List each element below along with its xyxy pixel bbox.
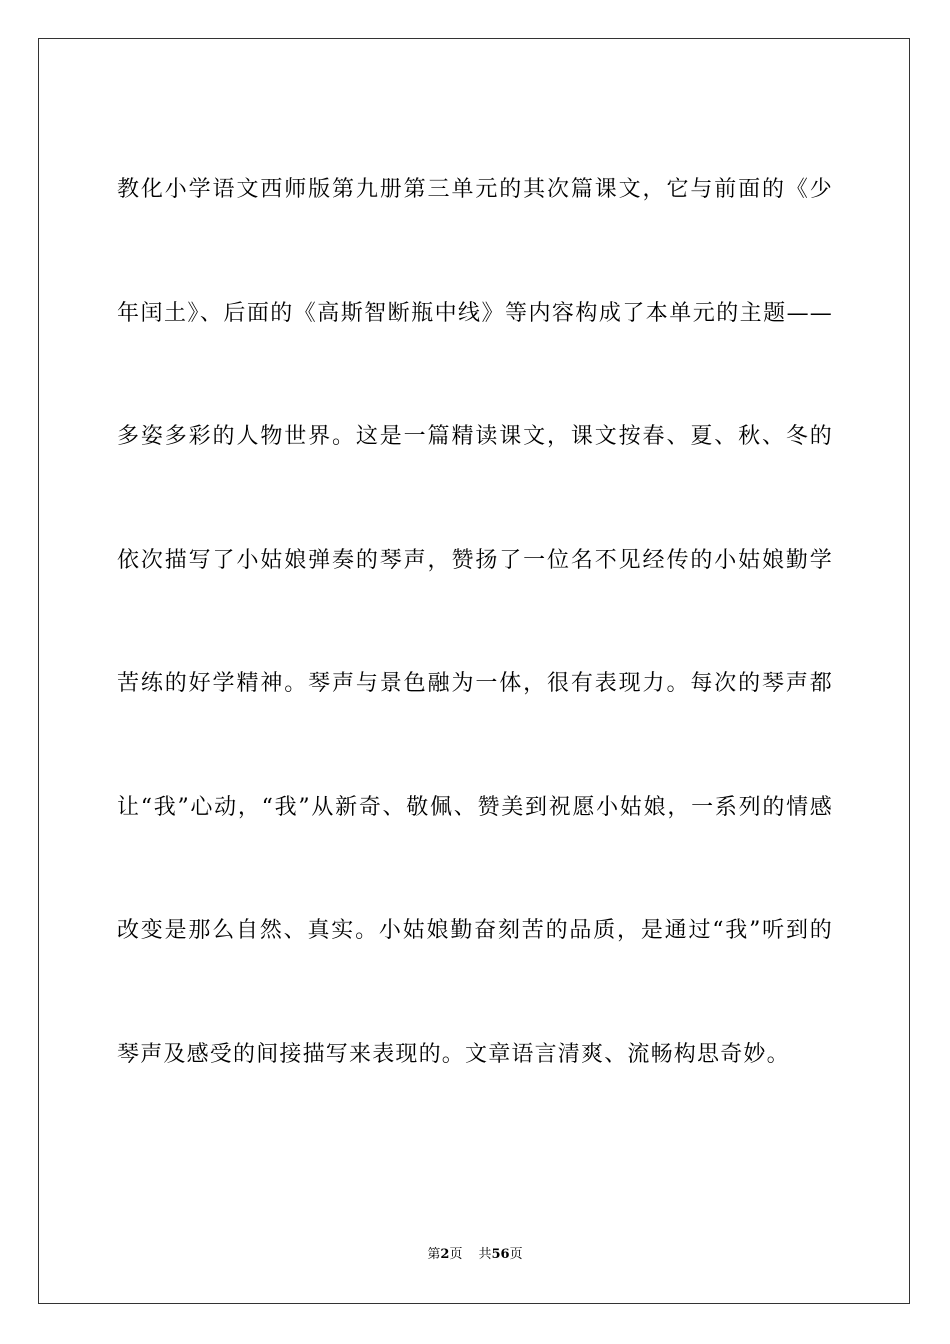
total-pages-number: 56 [491,1247,510,1262]
page-prefix: 第 [427,1247,441,1262]
page-suffix: 页 [449,1247,463,1262]
total-suffix: 页 [509,1247,523,1262]
total-prefix: 共 [478,1247,492,1262]
page-footer [0,1246,950,1264]
current-page-number: 2 [440,1247,450,1262]
body-paragraph: 教化小学语文西师版第九册第三单元的其次篇课文，它与前面的《少年闰土》、后面的《高斯智断瓶中线》等内容构成了本单元的主题——多姿多彩的人物世界。这是一篇精读课文，课文按春、夏、秋、冬的依次描写了小姑娘弹奏的琴声，赞扬了一位名不见经传的小姑娘勤学苦练的好学精神。琴声与景色融为一体，很有表现力。每次的琴声都让“我”心动，“我”从新奇、敬佩、赞美到祝愿小姑娘，一系列的情感改变是那么自然、真实。小姑娘勤奋刻苦的品质，是通过“我”听到的琴声及感受的间接描写来表现的。文章语言清爽、流畅构思奇妙。 [117,177,833,1067]
